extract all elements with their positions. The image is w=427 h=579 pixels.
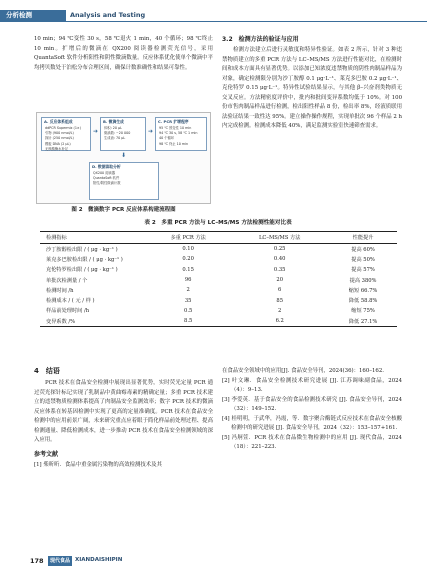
table-cell: 8.5 bbox=[146, 316, 230, 327]
table-cell: 0.5 bbox=[184, 307, 193, 314]
figure-box-item: QX200 阅读器 bbox=[93, 171, 116, 175]
figure-box-item: 无核酸酶水补足 bbox=[45, 146, 69, 151]
page-header bbox=[0, 0, 427, 22]
table-cell: 0.20 bbox=[182, 256, 194, 263]
figure-box-composition bbox=[41, 117, 91, 151]
table-cell: 降低 27.1% bbox=[329, 316, 397, 327]
figure-box-item: ddPCR Supermix (1×) bbox=[45, 126, 81, 130]
arrow-right-icon: ➜ bbox=[93, 128, 99, 135]
figure-caption: 图 2 微滴数字 PCR 反应体系构建流程图 bbox=[71, 207, 176, 213]
table-cell: 6.2 bbox=[230, 316, 329, 327]
figure-box-item: 生成油: 70 μL bbox=[104, 136, 126, 141]
table-cell: 96 bbox=[184, 277, 192, 284]
table-header-cell: 检测指标 bbox=[40, 232, 146, 244]
conclusion-paragraph: PCR 技术在食品安全检测中展现出显著优势，实时荧光定量 PCR 通过荧光探针标记实现了乳制品中黄曲霉毒素的精确定量；多重 PCR 技术建立的违禁物质检测体系提高了肉制品安全监测效率；数字 PCR 技术的微滴反应体系在转基因检测中实现了更高的定量准确度。PCR 技术在食品安全检测中的应用前景广阔，未来研究重点应着眼于简化样品前处理过程、提高检测通量、降低检测成本，进一步推动 PCR 技术在食品安全检测领域的深入应用。 bbox=[34, 380, 213, 443]
figure-box-title: A. 反应体系组成 bbox=[44, 119, 73, 124]
table-caption: 表 2 多重 PCR 方法与 LC–MS/MS 方法检测性能对比表 bbox=[144, 220, 292, 226]
figure-box-title: B. 微滴生成 bbox=[103, 119, 124, 124]
reference-item: [3] 李爱英．基于食品安全的食品检测技术研究 [J]. 食品安全导刊，2024（32）：149–152. bbox=[222, 396, 402, 412]
table-cell: 0.10 bbox=[182, 246, 194, 253]
figure-box-data-analysis bbox=[89, 162, 159, 200]
figure-box-item: QuantaSoft 软件 bbox=[93, 176, 120, 181]
table-cell: 沙丁胺醇检出限 / ( μg · kg⁻¹ ) bbox=[46, 246, 118, 253]
figure-box-pcr-program bbox=[155, 117, 207, 151]
figure-box-item: 模板 DNA (2 μL) bbox=[45, 141, 71, 146]
table-row bbox=[40, 265, 397, 275]
reference-item: [2] 叶文琳．食品安全检测技术研究进展 [J]. 江苏调味副食品，2024（4）：9–13. bbox=[222, 377, 402, 393]
figure-box-droplets bbox=[100, 117, 146, 151]
reference-item: 在食品安全领域中的应用[J]. 食品安全导刊，2024(36)：160–162. bbox=[222, 368, 384, 374]
table-cell: 0.15 bbox=[182, 266, 194, 273]
table-cell: 提高 50% bbox=[351, 256, 375, 263]
reference-item: [1] 柴昕昕．食品中重金属污染物的高效检测技术及其 bbox=[34, 461, 162, 468]
table-header-row bbox=[40, 232, 397, 244]
figure-box-item: 探针 (250 nmol/L) bbox=[45, 136, 74, 141]
figure-box-item: 94 ℃ 30 s, 58 ℃ 1 min bbox=[159, 131, 198, 136]
arrow-right-icon: ➜ bbox=[148, 128, 154, 135]
section-title: 3.2 检测方法的验证与应用 bbox=[222, 36, 299, 43]
table-cell: 6 bbox=[278, 287, 282, 294]
figure-box-title: C. PCR 扩增程序 bbox=[158, 119, 189, 124]
table-cell: 变异系数 /% bbox=[40, 316, 146, 327]
figure-box-item: 95 ℃ 预变性 10 min bbox=[159, 126, 192, 130]
left-column-top bbox=[34, 35, 213, 73]
table-cell: 缩短 66.7% bbox=[348, 287, 378, 294]
comparison-table bbox=[40, 231, 397, 327]
reference-item: [5] 冯舸萱．PCR 技术在食品微生物检测中的应用 [J]. 现代食品，2024（18）：221–223. bbox=[222, 434, 402, 450]
table-cell: 0.35 bbox=[273, 266, 286, 273]
figure-box-item: 阳性/阴性微滴计数 bbox=[93, 181, 121, 186]
table-cell: 提高 57% bbox=[351, 267, 375, 274]
table-cell: 提高 380% bbox=[349, 277, 377, 284]
table-row bbox=[40, 244, 397, 255]
table-row bbox=[40, 295, 397, 305]
table-cell: 35 bbox=[184, 297, 192, 304]
table-cell: 0.25 bbox=[273, 246, 286, 253]
conclusion-title: 4 结语 bbox=[34, 367, 60, 375]
table-cell: 降低 58.8% bbox=[348, 298, 378, 305]
table-cell: 0.40 bbox=[273, 256, 286, 263]
table-cell: 缩短 75% bbox=[351, 308, 375, 315]
page-footer bbox=[30, 555, 230, 569]
table-cell: 检测成本 / ( 元 / 样 ) bbox=[46, 298, 95, 305]
left-paragraph: 10 min；94 ℃变性 30 s，58 ℃退火 1 min，40 个循环；98 ℃终止 10 min。扩增后的微滴在 QX200 阅读器检测荧光信号，采用 QuantaSoft 软件分析阳性和阴性微滴数量。反应体系优化使单个微滴中平均拷贝数处于泊松分布合理区间，确保计数准确性和结果可靠性。 bbox=[34, 36, 213, 71]
table-cell: 样品前处理时间 /h bbox=[46, 308, 90, 315]
section-english-title: Analysis and Testing bbox=[70, 11, 146, 19]
table-header-cell: 多重 PCR 方法 bbox=[146, 232, 230, 244]
figure-box-item: 体积: 20 μL bbox=[104, 126, 122, 130]
figure-box-item: 40 个循环 bbox=[159, 136, 175, 141]
table-cell: 莱克多巴胺检出限 / ( μg · kg⁻¹ ) bbox=[46, 256, 123, 263]
table-row bbox=[40, 316, 397, 327]
table-header-cell: LC–MS/MS 方法 bbox=[230, 232, 329, 244]
table-cell: 单批次检测量 / 个 bbox=[46, 277, 88, 284]
right-column-top bbox=[222, 35, 402, 132]
table-row bbox=[40, 275, 397, 285]
table-cell: 20 bbox=[276, 277, 283, 284]
table-row bbox=[40, 306, 397, 316]
table-header-cell: 性能提升 bbox=[329, 232, 397, 244]
references-title: 参考文献 bbox=[34, 450, 59, 458]
header-rule bbox=[0, 21, 427, 22]
section-tag: 分析检测 bbox=[0, 10, 66, 21]
table-cell: 克伦特罗检出限 / ( μg · kg⁻¹ ) bbox=[46, 267, 118, 274]
figure-box-title: D. 数据读取分析 bbox=[92, 164, 121, 169]
figure-box-item: 微滴数: ~20 000 bbox=[104, 131, 131, 136]
table-cell: 提高 60% bbox=[351, 246, 375, 253]
table-cell: 2 bbox=[278, 307, 282, 314]
arrow-down-icon: ⬇ bbox=[121, 152, 127, 159]
figure-box-item: 引物 (900 nmol/L) bbox=[45, 131, 74, 136]
table-row bbox=[40, 285, 397, 295]
page-number: 178 bbox=[30, 557, 44, 565]
left-column-bottom bbox=[34, 367, 213, 470]
right-paragraph: 检测方法建立后进行灵敏度和特异性验证。如表 2 所示，针对 3 种违禁物质建立的多重 PCR 方法与 LC–MS/MS 方法进行性能对比，在检测时间和成本方面具有显著优势。以添加已知浓度违禁物质的阴性肉制品样品为对象，确定检测限分别为沙丁胺醇 0.1 μg·L⁻¹、莱克多巴胺 0.2 μg·L⁻¹、克伦特罗 0.15 μg·L⁻¹。特异性试验结果显示，与其他 β–兴奋剂类物质无交叉反应。方法精密度评价中，批内和批间变异系数均低于 10%。对 100 份市售肉制品样品进行检测，检出阳性样品 8 份，检出率 8%，经液质联用法验证结果一致性达 95%。建立操作操作规程，实现单批次 96 个样品 2 h 内完成检测。检测成本降低 40%，满足监测实验室快速筛查需求。 bbox=[222, 47, 402, 129]
workflow-figure bbox=[36, 112, 211, 204]
table-cell: 检测时间 /h bbox=[46, 287, 74, 294]
right-column-bottom bbox=[222, 367, 402, 453]
figure-box-item: 98 ℃ 终止 10 min bbox=[159, 141, 189, 146]
table-row bbox=[40, 254, 397, 264]
reference-item: [4] 桂明明，于武华，冯霞，等．数字聚合酶链式反应技术在食品安全核酸检测中的研究进展 [J]. 食品安全导刊，2024（32）：153–157+161. bbox=[222, 415, 402, 431]
publication-english: XIANDAISHIPIN bbox=[75, 557, 123, 563]
publication-badge: 现代食品 bbox=[49, 558, 70, 564]
table-cell: 2 bbox=[186, 287, 190, 294]
table-cell: 85 bbox=[276, 297, 283, 304]
